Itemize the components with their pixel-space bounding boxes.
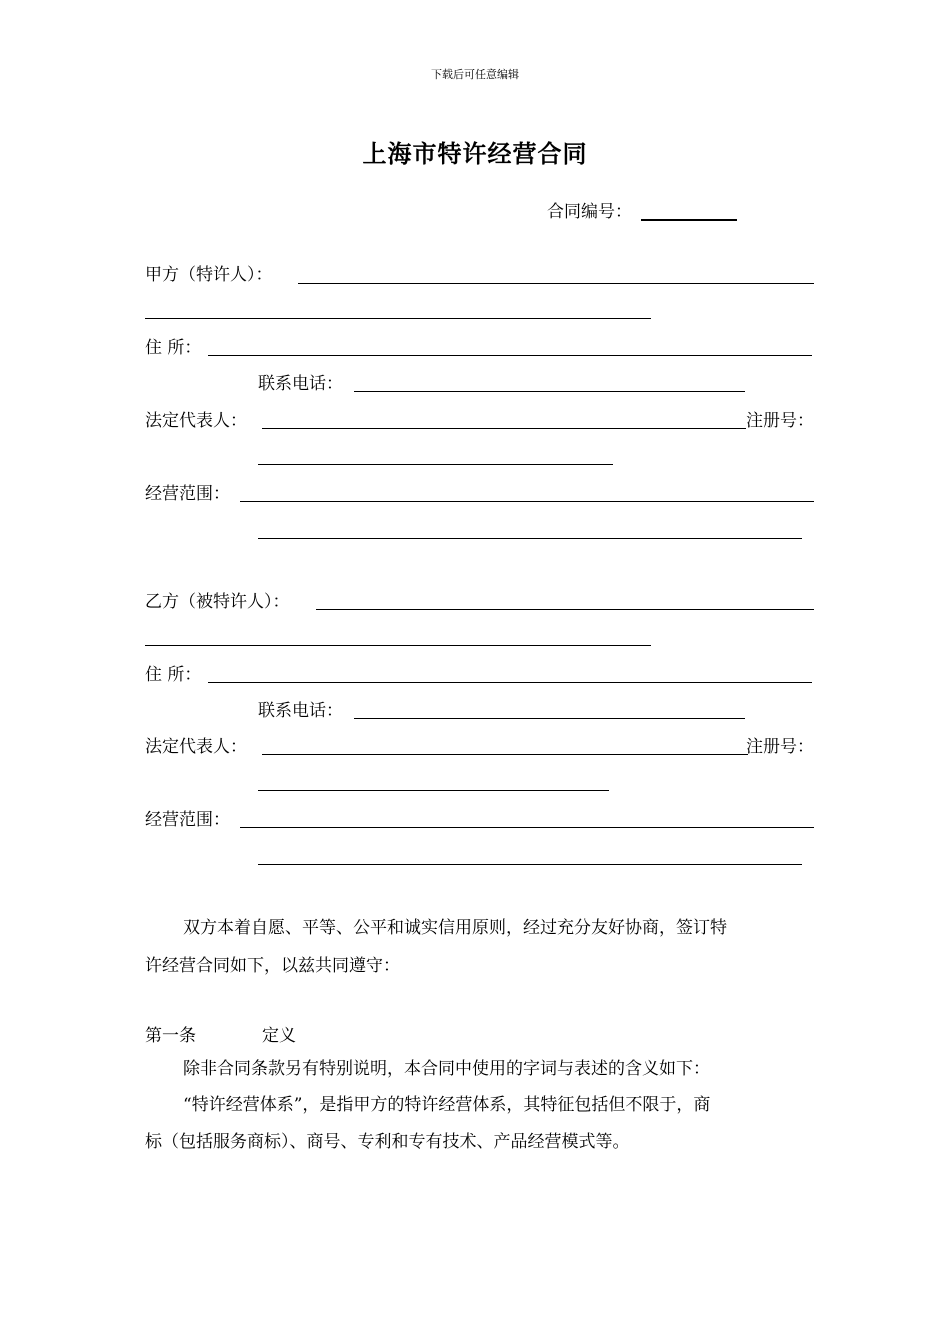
- party-b-address-label: 住 所：: [145, 665, 202, 685]
- party-b-rep-label: 法定代表人：: [145, 737, 247, 757]
- party-b-name-field-cont[interactable]: [145, 645, 651, 646]
- party-b-rep-field[interactable]: [262, 754, 748, 755]
- party-a-address-field[interactable]: [208, 355, 812, 356]
- preamble-line-2: 许经营合同如下，以兹共同遵守：: [145, 956, 400, 976]
- party-b-reg-label: 注册号：: [746, 737, 814, 757]
- contract-no-field[interactable]: [641, 219, 737, 221]
- party-b-reg-field[interactable]: [258, 790, 609, 791]
- party-a-scope-field[interactable]: [240, 501, 814, 502]
- party-b-phone-label: 联系电话：: [258, 701, 343, 721]
- article-1-number: 第一条: [145, 1026, 196, 1046]
- party-a-phone-field[interactable]: [354, 391, 745, 392]
- party-a-phone-label: 联系电话：: [258, 374, 343, 394]
- article-1-definition-line-2: 标（包括服务商标）、商号、专利和专有技术、产品经营模式等。: [145, 1132, 630, 1152]
- party-b-address-field[interactable]: [208, 682, 812, 683]
- party-a-rep-field[interactable]: [262, 428, 746, 429]
- party-a-name-field[interactable]: [298, 283, 814, 284]
- party-b-scope-label: 经营范围：: [145, 810, 230, 830]
- party-b-scope-field[interactable]: [240, 827, 814, 828]
- party-a-reg-label: 注册号：: [746, 411, 814, 431]
- party-a-label: 甲方（特许人）：: [145, 265, 273, 285]
- page-header-note: 下载后可任意编辑: [431, 68, 519, 81]
- party-b-phone-field[interactable]: [354, 718, 745, 719]
- party-a-name-field-cont[interactable]: [145, 318, 651, 319]
- party-b-name-field[interactable]: [316, 609, 814, 610]
- party-a-address-label: 住 所：: [145, 338, 202, 358]
- preamble-line-1: 双方本着自愿、平等、公平和诚实信用原则，经过充分友好协商，签订特: [183, 918, 727, 938]
- article-1-intro: 除非合同条款另有特别说明，本合同中使用的字词与表述的含义如下：: [183, 1059, 710, 1079]
- document-title: 上海市特许经营合同: [362, 139, 588, 168]
- party-a-rep-label: 法定代表人：: [145, 411, 247, 431]
- party-b-scope-field-cont[interactable]: [258, 864, 802, 865]
- contract-no-label: 合同编号：: [547, 202, 632, 222]
- party-a-reg-field[interactable]: [258, 464, 613, 465]
- party-a-scope-field-cont[interactable]: [258, 538, 802, 539]
- article-1-definition-line-1: “特许经营体系”，是指甲方的特许经营体系，其特征包括但不限于，商: [183, 1095, 711, 1115]
- article-1-heading: 定义: [262, 1026, 296, 1046]
- party-b-label: 乙方（被特许人）：: [145, 592, 290, 612]
- party-a-scope-label: 经营范围：: [145, 484, 230, 504]
